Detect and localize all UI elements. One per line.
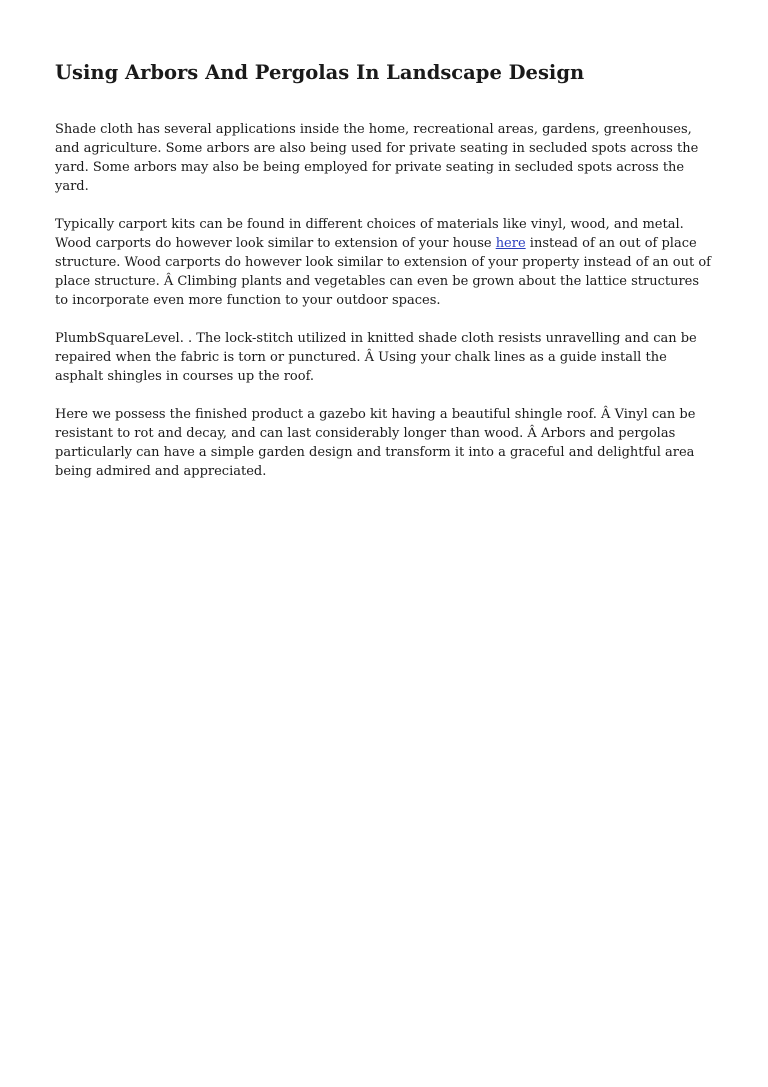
- paragraph-lock-stitch: PlumbSquareLevel. . The lock-stitch utilized in knitted shade cloth resists unravelling and can be repaired when the fabric is torn or punctured. Â Using your chalk lines as a guide install the asphalt shingles in courses up the roof.: [55, 331, 697, 384]
- here-link[interactable]: here: [495, 236, 526, 251]
- paragraph-text-after-link: instead of an out of place structure. Wood carports do however look similar to extension of your property instead of an out of place structure. Â Climbing plants and vegetables can even be grown about the lattice structures to incorporate even more function to your outdoor spaces.: [55, 236, 711, 308]
- paragraph-gazebo-kit: Here we possess the finished product a gazebo kit having a beautiful shingle roof. Â Vinyl can be resistant to rot and decay, and can last considerably longer than wood. Â Arbors and pergolas particularly can have a simple garden design and transform it into a graceful and delightful area being admired and appreciated.: [55, 407, 696, 479]
- paragraph-carport-kits: [55, 215, 715, 310]
- paragraph-shade-cloth: Shade cloth has several applications inside the home, recreational areas, gardens, greenhouses, and agriculture. Some arbors are also being used for private seating in secluded spots across the yard. Some arbors may also be being employed for private seating in secluded spots across the yard.: [55, 122, 699, 194]
- paragraph-text-before-link: Typically carport kits can be found in different choices of materials like vinyl, wood, and metal. Wood carports do however look similar to extension of your house: [55, 217, 684, 251]
- document-page: [55, 58, 715, 500]
- document-title: Using Arbors And Pergolas In Landscape Design: [55, 61, 585, 84]
